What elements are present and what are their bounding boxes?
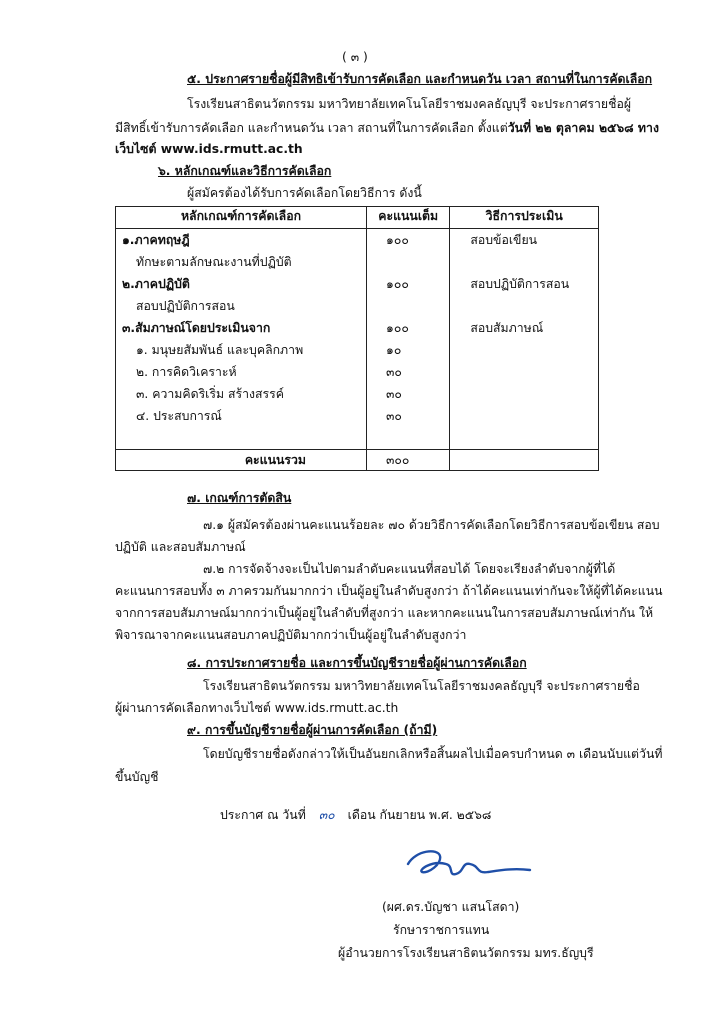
table-row (116, 361, 599, 383)
signatory-position: ผู้อำนวยการโรงเรียนสาธิตนวัตกรรม มทร.ธัญบุรี (338, 946, 594, 960)
selection-criteria-table (115, 206, 599, 471)
table-row (116, 229, 599, 252)
header-method: วิธีการประเมิน (450, 207, 599, 229)
section-7-2-line-4: พิจารณาจากคะแนนสอบภาคปฏิบัติมากกว่าเป็นผู้อยู่ในลำดับสูงกว่า (115, 628, 467, 642)
criterion-cell (116, 405, 367, 427)
section-5-website: เว็บไซต์ www.ids.rmutt.ac.th (115, 142, 303, 156)
table-row (116, 405, 599, 427)
table-row (116, 383, 599, 405)
method-cell (450, 383, 599, 405)
table-row (116, 317, 599, 339)
section-8-line-2: ผู้ผ่านการคัดเลือกทางเว็บไซต์ www.ids.rmutt.ac.th (115, 701, 399, 715)
criterion-cell: ๒.ภาคปฏิบัติ (116, 273, 367, 295)
section-8-line-1: โรงเรียนสาธิตนวัตกรรม มหาวิทยาลัยเทคโนโลยีราชมงคลธัญบุรี จะประกาศรายชื่อ (203, 679, 640, 693)
method-cell (450, 251, 599, 273)
method-cell (450, 295, 599, 317)
announcement-date: วันที่ ๒๒ ตุลาคม ๒๕๖๘ ทาง (507, 121, 659, 135)
announcement-prefix: ประกาศ ณ วันที่ (220, 808, 306, 822)
method-cell: สอบปฏิบัติการสอน (450, 273, 599, 295)
header-full-score: คะแนนเต็ม (367, 207, 450, 229)
signatory-role: รักษาราชการแทน (393, 923, 490, 937)
section-9-line-1: โดยบัญชีรายชื่อดังกล่าวให้เป็นอันยกเลิกหรือสิ้นผลไปเมื่อครบกำหนด ๓ เดือนนับแต่วันที่ (203, 747, 663, 761)
score-cell: ๑๐๐ (367, 273, 450, 295)
score-cell: ๑๐๐ (367, 229, 450, 252)
criterion-cell (116, 383, 367, 405)
section-7-2-line-1: ๗.๒ การจัดจ้างจะเป็นไปตามลำดับคะแนนที่สอบได้ โดยจะเรียงลำดับจากผู้ที่ได้ (203, 562, 616, 576)
section-8-heading: ๘. การประกาศรายชื่อ และการขึ้นบัญชีรายชื่อผู้ผ่านการคัดเลือก (187, 656, 527, 670)
method-cell (450, 339, 599, 361)
table-row (116, 339, 599, 361)
section-5-line-2: มีสิทธิ์เข้ารับการคัดเลือก และกำหนดวัน เวลา สถานที่ในการคัดเลือก ตั้งแต่วันที่ ๒๒ ตุลาคม ๒๕๖๘ ทาง (115, 121, 659, 135)
header-criterion: หลักเกณฑ์การคัดเลือก (116, 207, 367, 229)
table-row (116, 273, 599, 295)
announcement-line (220, 807, 491, 823)
table-header-row (116, 207, 599, 229)
section-9-heading: ๙. การขึ้นบัญชีรายชื่อผู้ผ่านการคัดเลือก (ถ้ามี) (187, 723, 438, 737)
table-row (116, 295, 599, 317)
criterion-cell (116, 361, 367, 383)
table-row (116, 251, 599, 273)
section-7-1-line-2: ปฏิบัติ และสอบสัมภาษณ์ (115, 540, 246, 554)
section-7-2-line-3: จากการสอบสัมภาษณ์มากกว่าเป็นผู้อยู่ในลำดับที่สูงกว่า และหากคะแนนในการสอบสัมภาษณ์เท่ากัน ให้ (115, 606, 654, 620)
score-cell: ๓๐ (367, 383, 450, 405)
handwritten-day: ๓๐ (318, 808, 335, 822)
section-7-heading: ๗. เกณฑ์การตัดสิน (187, 491, 292, 505)
section-6-intro: ผู้สมัครต้องได้รับการคัดเลือกโดยวิธีการ ดังนี้ (187, 186, 422, 200)
total-method-cell (450, 450, 599, 471)
section-7-1-line-1: ๗.๑ ผู้สมัครต้องผ่านคะแนนร้อยละ ๗๐ ด้วยวิธีการคัดเลือกโดยวิธีการสอบข้อเขียน สอบ (203, 518, 660, 532)
total-score: ๓๐๐ (367, 450, 450, 471)
method-cell: สอบสัมภาษณ์ (450, 317, 599, 339)
score-cell (367, 295, 450, 317)
signatory-name: (ผศ.ดร.บัญชา แสนโสดา) (382, 900, 520, 914)
table-total-row (116, 450, 599, 471)
signature-ink-icon (398, 842, 538, 890)
section-5-line-1: โรงเรียนสาธิตนวัตกรรม มหาวิทยาลัยเทคโนโลยีราชมงคลธัญบุรี จะประกาศรายชื่อผู้ (187, 97, 632, 111)
criterion-detail: ๓. ความคิดริเริ่ม สร้างสรรค์ (136, 387, 284, 401)
section-6-heading: ๖. หลักเกณฑ์และวิธีการคัดเลือก (158, 164, 332, 178)
table-spacer-row (116, 427, 599, 450)
section-7-2-line-2: คะแนนการสอบทั้ง ๓ ภาครวมกันมากกว่า เป็นผู้อยู่ในลำดับสูงกว่า ถ้าได้คะแนนเท่ากันจะให้ผู้ที่ได้คะแนน (115, 584, 663, 598)
score-cell: ๓๐ (367, 361, 450, 383)
score-cell: ๑๐๐ (367, 317, 450, 339)
criterion-detail: ๒. การคิดวิเคราะห์ (136, 365, 237, 379)
criterion-cell (116, 251, 367, 273)
total-label: คะแนนรวม (116, 450, 367, 471)
score-cell: ๓๐ (367, 405, 450, 427)
criterion-detail: ๑. มนุษยสัมพันธ์ และบุคลิกภาพ (136, 343, 304, 357)
page-number: ( ๓ ) (342, 50, 368, 64)
criterion-detail: สอบปฏิบัติการสอน (136, 299, 235, 313)
criterion-cell: ๓.สัมภาษณ์โดยประเมินจาก (116, 317, 367, 339)
criterion-cell: ๑.ภาคทฤษฎี (116, 229, 367, 252)
criterion-detail: ทักษะตามลักษณะงานที่ปฏิบัติ (136, 255, 292, 269)
section-9-line-2: ขึ้นบัญชี (115, 770, 159, 784)
score-cell (367, 251, 450, 273)
section-5-heading: ๕. ประกาศรายชื่อผู้มีสิทธิเข้ารับการคัดเลือก และกำหนดวัน เวลา สถานที่ในการคัดเลือก (187, 72, 653, 86)
announcement-suffix: เดือน กันยายน พ.ศ. ๒๕๖๘ (347, 808, 492, 822)
criterion-cell (116, 295, 367, 317)
score-cell: ๑๐ (367, 339, 450, 361)
method-cell (450, 361, 599, 383)
method-cell: สอบข้อเขียน (450, 229, 599, 252)
method-cell (450, 405, 599, 427)
criterion-cell (116, 339, 367, 361)
criterion-detail: ๔. ประสบการณ์ (136, 409, 222, 423)
